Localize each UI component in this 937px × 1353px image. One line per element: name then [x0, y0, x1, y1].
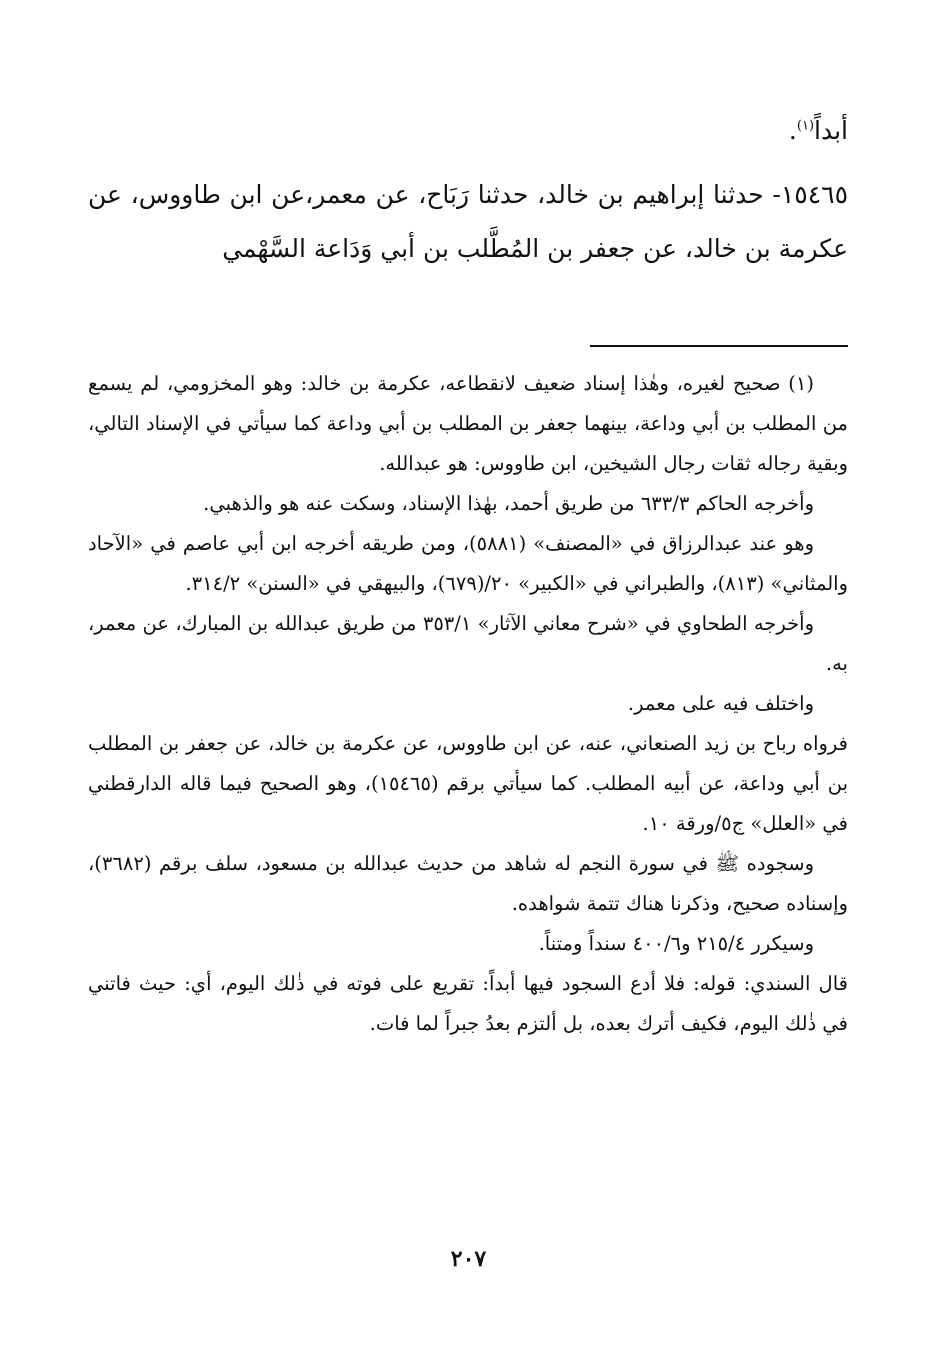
hadith-paragraph: ١٥٤٦٥- حدثنا إبراهيم بن خالد، حدثنا رَبَاح، عن معمر،عن ابن طاووس، عن عكرمة بن خالد، عن جعفر بن المُطَّلب بن أبي وَدَاعة السَّهْمي: [88, 180, 848, 263]
footnote-paragraph: (١) صحيح لغيره، وهٰذا إسناد ضعيف لانقطاعه، عكرمة بن خالد: وهو المخزومي، لم يسمع من المطلب بن أبي وداعة، بينهما جعفر بن المطلب بن أبي وداعة كما سيأتي في الإسناد التالي، وبقية رجاله ثقات رجال الشيخين، ابن طاووس: هو عبدالله.: [88, 372, 848, 475]
footnote-paragraph: وسيكرر ٢١٥/٤ و٤٠٠/٦ سنداً ومتناً.: [538, 932, 814, 955]
footnote-paragraph: فرواه رباح بن زيد الصنعاني، عنه، عن ابن طاووس، عن عكرمة بن خالد، عن جعفر بن المطلب بن أبي وداعة، عن أبيه المطلب. كما سيأتي برقم (١٥٤٦٥)، وهو الصحيح فيما قاله الدارقطني في «العلل» ج٥/ورقة ١٠.: [88, 732, 848, 835]
hadith-text: [88, 168, 848, 276]
footnote-paragraph: وسجوده ﷺ في سورة النجم له شاهد من حديث عبدالله بن مسعود، سلف برقم (٣٦٨٢)، وإسناده صحيح، وذكرنا هناك تتمة شواهده.: [88, 852, 848, 915]
footnotes-section: [88, 364, 848, 1044]
footnote-paragraph: قال السندي: قوله: فلا أدع السجود فيها أبداً: تقريع على فوته في ذٰلك اليوم، أي: حيث فاتني في ذٰلك اليوم، فكيف أترك بعده، بل ألتزم بعدُ جبراً لما فات.: [88, 972, 848, 1035]
top-line: أبداً$^{(١)}$.: [788, 116, 848, 145]
footnote-paragraph: واختلف فيه على معمر.: [627, 692, 814, 715]
footnote-paragraph: وهو عند عبدالرزاق في «المصنف» (٥٨٨١)، ومن طريقه أخرجه ابن أبي عاصم في «الآحاد والمثاني» (٨١٣)، والطبراني في «الكبير» ٢٠/(٦٧٩)، والبيهقي في «السنن» ٣١٤/٢.: [88, 532, 848, 595]
footnote-separator: [590, 345, 848, 347]
top-line-text: أبداً: [814, 116, 848, 145]
footnote-reference[interactable]: (١): [796, 118, 815, 134]
page-number: ٢٠٧: [450, 1246, 487, 1272]
footnote-paragraph: وأخرجه الطحاوي في «شرح معاني الآثار» ٣٥٣/١ من طريق عبدالله بن المبارك، عن معمر، به.: [88, 612, 848, 675]
footnote-paragraph: وأخرجه الحاكم ٦٣٣/٣ من طريق أحمد، بهٰذا الإسناد، وسكت عنه هو والذهبي.: [203, 492, 814, 515]
